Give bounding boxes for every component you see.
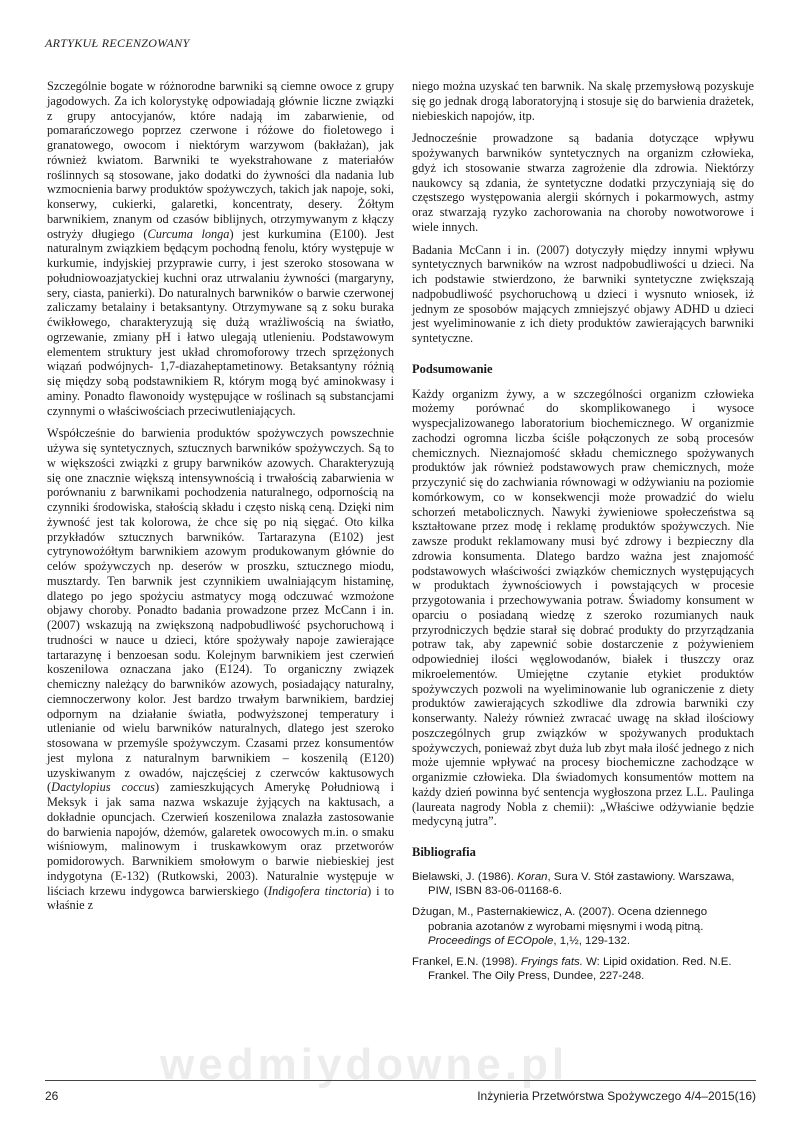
paragraph-natural-dyes: Szczególnie bogate w różnorodne barwniki są ciemne owoce z grupy jagodowych. Za ich kolorystykę odpowiadają głównie liczne związki z grupy antocyjanów, które nadają im zabarwienie, od pomarańczowego poprzez czerwone i różowe do fioletowego i granatowego, owocom i niektórym warzywom (bakłażan), jak również kwiatom. Barwniki te wyekstrahowane z materiałów roślinnych są stosowane, jako dodatki do żywności dla nadania lub wzmocnienia barwy produktów spożywczych, takich jak napoje, soki, konserwy, cukierki, galaretki, koncentraty, desery. Żółtym barwnikiem, znanym od czasów biblijnych, otrzymywanym z kłączy ostryży długiego (Curcuma longa) jest kurkumina (E100). Jest naturalnym związkiem będącym pochodną fenolu, który występuje w kurkumie, indyjskiej przyprawie curry, i jest szeroko stosowana w południowoazjatyckiej kuchni oraz utrwalaniu żywności (margaryny, sery, ciasta, panierki). Do naturalnych barwników o barwie czerwonej zaliczamy betalainy i betaksantyny. Otrzymywane są z soku buraka ćwikłowego, charakteryzują się dużą wrażliwością na światło, ogrzewanie, zmiany pH i łatwo ulegają utlenieniu. Podstawowym elementem struktury jest układ chromoforowy trzech sprzężonych wiązań podwójnych- 1,7-diazaheptametinowy. Betaksantyny różnią się między sobą podstawnikiem R, którym mogą być aminokwasy i aminy. Ponadto flawonoidy występujące w roślinach są substancjami czynnymi o właściwościach przeciwutleniających.: [47, 79, 394, 418]
summary-heading: Podsumowanie: [412, 361, 493, 376]
reference-item: Frankel, E.N. (1998). Fryings fats. W: Lipid oxidation. Red. N.E. Frankel. The Oily Press, Dundee, 227-248.: [412, 955, 732, 983]
section-header: ARTYKUŁ RECENZOWANY: [45, 36, 190, 50]
left-column: [47, 79, 394, 921]
paragraph-summary: Każdy organizm żywy, a w szczególności organizm człowieka możemy porównać do skomplikowanego i wysoce wyspecjalizowanego laboratorium biochemicznego. W organizmie zachodzi ogromna liczba ściśle połączonych ze sobą procesów chemicznych. Nieznajomość składu chemicznego spożywanych produktów jak również podstawowych praw chemicznych, może przyczynić się do zachwiania równowagi w odżywianiu na poziomie komórkowym, co w konsekwencji może prowadzić do wielu schorzeń metabolicznych. Nawyki żywieniowe społeczeństwa są kształtowane przez modę i reklamę produktów spożywczych. Nie zawsze produkt reklamowany musi być zdrowy i bezpieczny dla zdrowia konsumenta. Dlatego bardzo ważna jest znajomość podstawowych właściwości związków chemicznych występujących w produktach żywnościowych i powstających w procesie przygotowania i przechowywania potraw. Świadomy konsument w oparciu o posiadaną wiedzę z szeroko rozumianych nauk przyrodniczych będzie starał się dobrać produkty do przyrządzania potraw tak, aby zapewnić sobie dostarczenie z pożywieniem odpowiedniej ilości węglowodanów, białek i tłuszczy oraz mikroelementów. Umiejętne czytanie etykiet produktów spożywczych pozwoli na wyeliminowanie lub ograniczenie z diety produktów zawierających szkodliwe dla zdrowia barwniki czy konserwanty. Należy również zwracać uwagę na skład ilościowy poszczególnych grup związków w spożywanych produktach spożywczych, ponieważ zbyt duża lub zbyt mała ilość jednego z nich może ujemnie wpływać na procesy biochemiczne zachodzące w organizmie człowieka. Dla świadomych konsumentów mottem na każdy dzień powinna być sentencja wygłoszona przez L.L. Paulinga (laureata nagrody Nobla z chemii): „Właściwe odżywianie będzie medycyną jutra”.: [412, 386, 754, 829]
reference-item: Bielawski, J. (1986). Koran, Sura V. Stół zastawiony. Warszawa, PIW, ISBN 83-06-01168-6.: [412, 870, 735, 898]
page-number: 26: [45, 1089, 59, 1103]
paragraph-synthetic-dyes: Współcześnie do barwienia produktów spożywczych powszechnie używa się syntetycznych, sztucznych barwników spożywczych. Są to w większości związki z grupy barwników azowych. Charakteryzują się one znacznie większą intensywnością i trwałością zabarwienia w porównaniu z barwnikami pochodzenia naturalnego, odpornością na czynniki środowiska, stałością składu i często niską ceną. Dzięki nim żywność jest tak kolorowa, że chce się po nią sięgać. Oto kilka przykładów sztucznych barwników. Tartarazyna (E102) jest cytrynowożółtym barwnikiem azowym produkowanym głównie do celów spożywczych np. deserów w proszku, sztucznego miodu, musztardy. Ten barwnik jest czynnikiem uwalniającym histaminę, dlatego po jego spożyciu astmatycy mogą odczuwać wzmożone objawy choroby. Ponadto badania prowadzone przez McCann i in. (2007) wskazują na zwiększoną nadpobudliwość psychoruchową i trudności w nauce u dzieci, które spożywały napoje zawierające tartarazynę i benzoesan sodu. Kolejnym barwnikiem jest czerwień koszenilowa oznaczana jako (E124). To organiczny związek chemiczny należący do barwników azowych, posiadający naturalny, ciemnoczerwony kolor. Jest bardzo trwałym barwnikiem, bardziej odpornym na działanie światła, podwyższonej temperatury i utlenianie od wielu barwników naturalnych, dlatego jest szeroko stosowana w przemyśle spożywczym. Czasami przez konsumentów jest mylona z naturalnym barwnikiem – koszenilą (E120) uzyskiwanym z owadów, najczęściej z czerwców kaktusowych (Dactylopius coccus) zamieszkujących Amerykę Południową i Meksyk i jak sama nazwa wskazuje żyjących na kaktusach, a dokładnie opuncjach. Czerwień koszenilowa znalazła zastosowanie do barwienia napojów, dżemów, galaretek owocowych m.in. o smaku wiśniowym, malinowym i truskawkowym oraz przetworów pomidorowych. Barwnikiem smołowym o barwie niebieskiej jest indygotyna (E-132) (Rutkowski, 2003). Naturalnie występuje w liściach krzewu indygowca barwierskiego (Indigofera tinctoria) i to właśnie z: [47, 426, 395, 913]
bibliography-heading: Bibliografia: [412, 845, 476, 859]
footer-divider: [45, 1080, 756, 1081]
journal-name: Inżynieria Przetwórstwa Spożywczego 4/4–2015(16): [477, 1089, 756, 1103]
paragraph-mccann-study: Badania McCann i in. (2007) dotyczyły między innymi wpływu syntetycznych barwników na wzrost nadpobudliwości u dzieci. Na ich podstawie stwierdzono, że barwniki syntetyczne zwiększają nadpobudliwość psychoruchową u dzieci i wysnuto wniosek, iż jednym ze sposobów mających zmniejszyć objawy ADHD u dzieci jest wyeliminowanie z ich diety produktów zawierających barwniki syntetyczne.: [412, 242, 754, 345]
paragraph-continuation: niego można uzyskać ten barwnik. Na skalę przemysłową pozyskuje się go jednak drogą laboratoryjną i stosuje się do barwienia drażetek, niebieskich napojów, itp.: [412, 79, 754, 123]
paragraph-research: Jednocześnie prowadzone są badania dotyczące wpływu spożywanych barwników syntetycznych na organizm człowieka, gdyż ich stosowanie stwarza zagrożenie dla zdrowia. Niektórzy naukowcy są zdania, że syntetyczne dodatki przyczyniają się do częstszego występowania alergii skórnych i pokarmowych, astmy oraz stwarzają ryzyko zachorowania na choroby nowotworowe i wiele innych.: [412, 131, 754, 234]
watermark: wedmiydowne.pl: [160, 1040, 569, 1089]
reference-item: Dżugan, M., Pasternakiewicz, A. (2007). Ocena dziennego pobrania azotanów z wyrobami mięsnymi i wodą pitną. Proceedings of ECOpole, 1,½, 129-132.: [412, 905, 708, 948]
right-column: [412, 79, 754, 990]
reference-list: [412, 870, 754, 984]
